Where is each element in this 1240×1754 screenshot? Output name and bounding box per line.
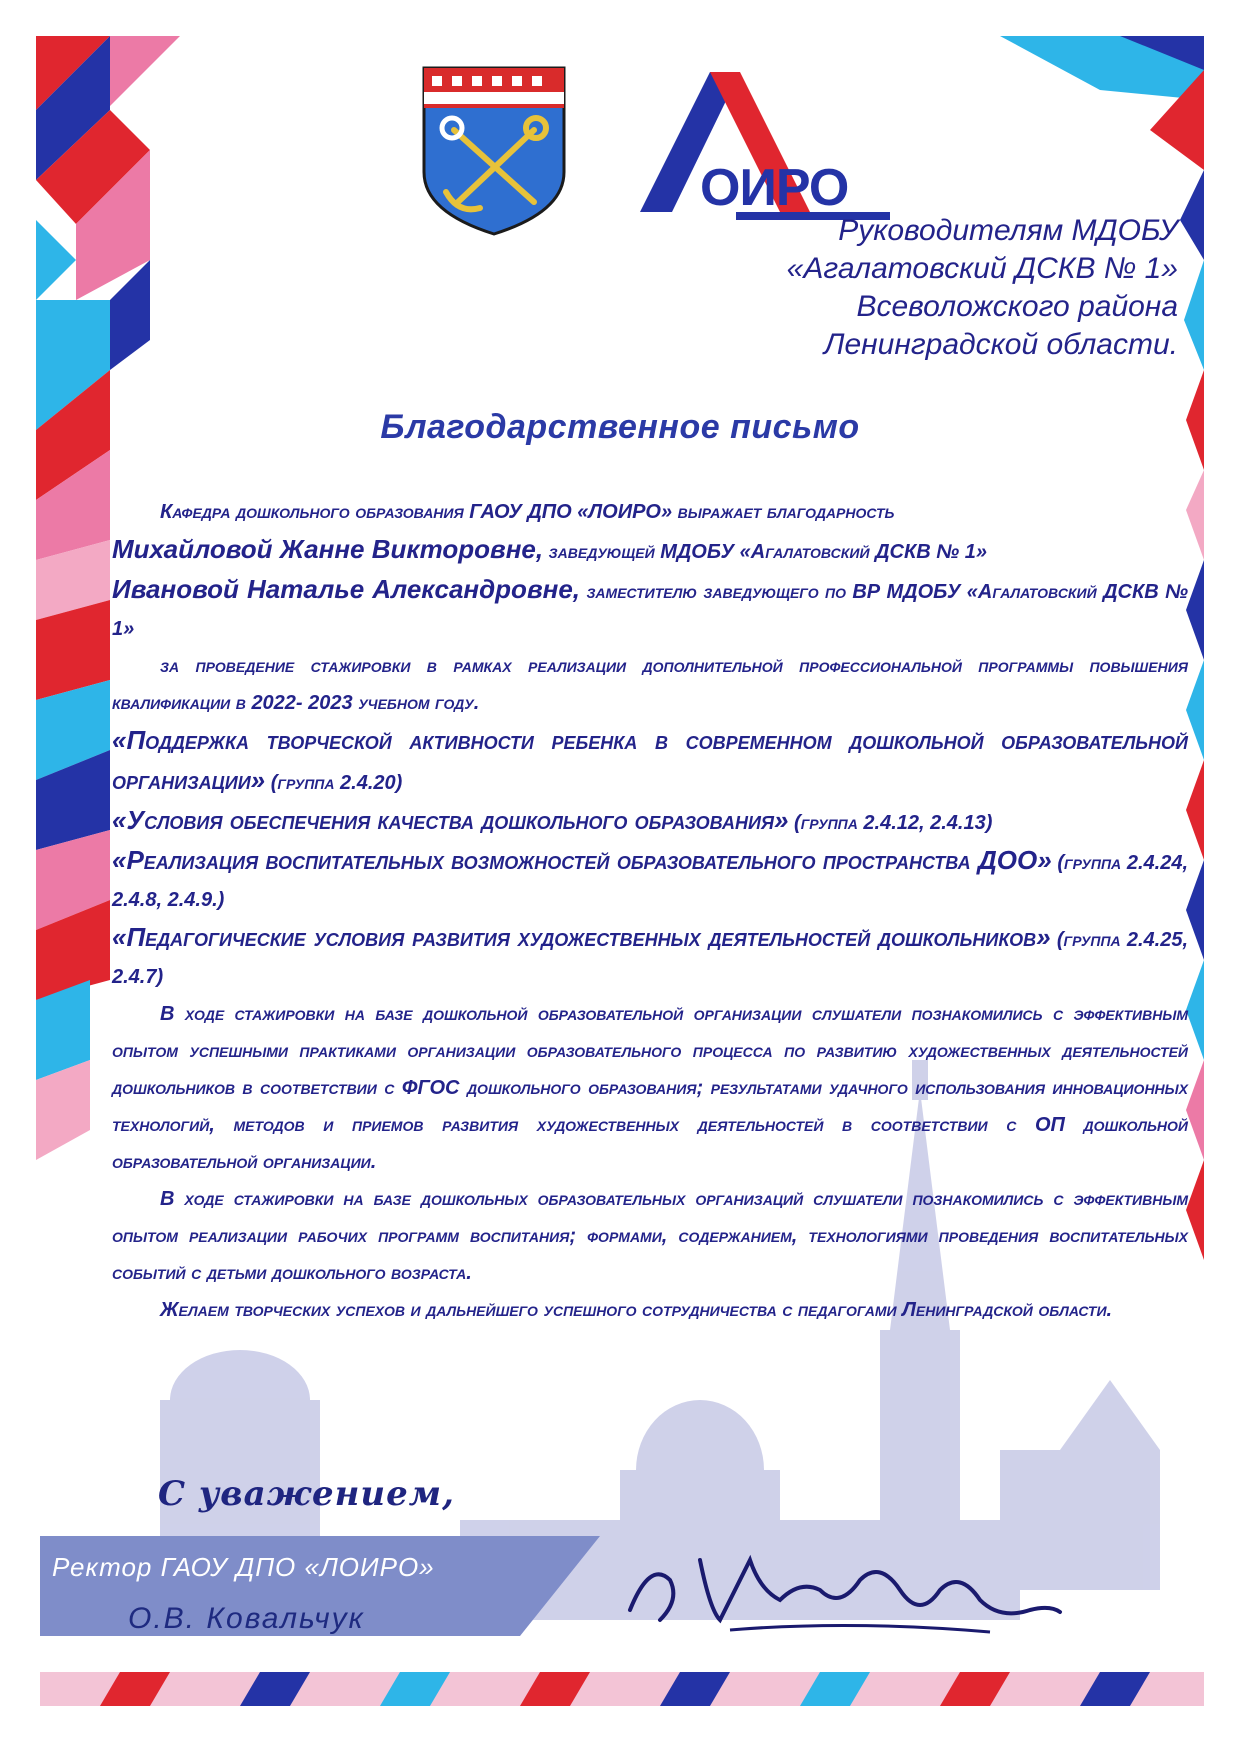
addressee-block	[578, 212, 1178, 364]
signatory-name: О.В. Ковальчук	[128, 1602, 365, 1635]
program-3-title: «Реализация воспитательных возможностей образовательного пространства ДОО»	[112, 845, 1052, 875]
letter-body	[112, 494, 1188, 1329]
recipient-2-name: Ивановой Наталье Александровне,	[112, 574, 581, 604]
recipient-1	[112, 531, 1188, 571]
closing-phrase: С уважением,	[158, 1474, 455, 1514]
internship-paragraph-1: В ходе стажировки на базе дошкольной образовательной организации слушатели познакомились с эффективным опытом успешными практиками организации образовательного процесса по развитию художественных деятельностей дошкольников в соответствии с ФГОС дошкольного образования; результатами удачного использования инновационных технологий, методов и приемов развития художественных деятельностей в соответствии с ОП дошкольной образовательной организации.	[112, 1003, 1188, 1173]
program-3	[112, 842, 1188, 919]
program-3-group: (группа 2.4.24, 2.4.8, 2.4.9.)	[112, 852, 1189, 911]
program-4-group: (группа 2.4.25, 2.4.7)	[112, 929, 1189, 988]
program-2-group: (группа 2.4.12, 2.4.13)	[794, 812, 993, 834]
addressee-line: Руководителям МДОБУ	[838, 214, 1178, 247]
program-2	[112, 802, 1188, 842]
internship-paragraph-2: В ходе стажировки на базе дошкольных образовательных организаций слушатели познакомились с эффективным опытом реализации рабочих программ воспитания; формами, содержанием, технологиями проведения воспитательных событий с детьми дошкольного возраста.	[112, 1188, 1188, 1284]
program-1	[112, 722, 1188, 802]
recipient-1-name: Михайловой Жанне Викторовне,	[112, 534, 544, 564]
program-4	[112, 919, 1188, 996]
loiro-logo-text: ОИРО	[700, 159, 849, 217]
wishes-paragraph: Желаем творческих успехов и дальнейшего успешного сотрудничества с педагогами Ленинградской области.	[160, 1299, 1113, 1321]
document-title: Благодарственное письмо	[380, 408, 860, 446]
program-1-title: «Поддержка творческой активности ребенка в современном дошкольной образовательной организации»	[112, 725, 1188, 795]
signatory-title: Ректор ГАОУ ДПО «ЛОИРО»	[52, 1552, 435, 1582]
recipient-2-role: заместителю заведующего по ВР МДОБУ «Агалатовский ДСКВ № 1»	[112, 581, 1188, 640]
reason-paragraph: за проведение стажировки в рамках реализации дополнительной профессиональной программы повышения квалификации в 2022- 2023 учебном году.	[112, 655, 1188, 714]
coat-of-arms-icon	[418, 62, 570, 238]
recipient-2	[112, 571, 1188, 648]
addressee-line: Ленинградской области.	[823, 328, 1178, 361]
handwritten-signature	[610, 1520, 1070, 1650]
intro-paragraph: Кафедра дошкольного образования ГАОУ ДПО «ЛОИРО» выражает благодарность	[160, 501, 895, 523]
program-2-title: «Условия обеспечения качества дошкольного образования»	[112, 805, 789, 835]
program-1-group: (группа 2.4.20)	[270, 772, 403, 794]
addressee-line: Всеволожского района	[856, 290, 1178, 323]
recipient-1-role: заведующей МДОБУ «Агалатовский ДСКВ № 1»	[548, 541, 987, 563]
addressee-line: «Агалатовский ДСКВ № 1»	[786, 252, 1178, 285]
program-4-title: «Педагогические условия развития художественных деятельностей дошкольников»	[112, 922, 1051, 952]
